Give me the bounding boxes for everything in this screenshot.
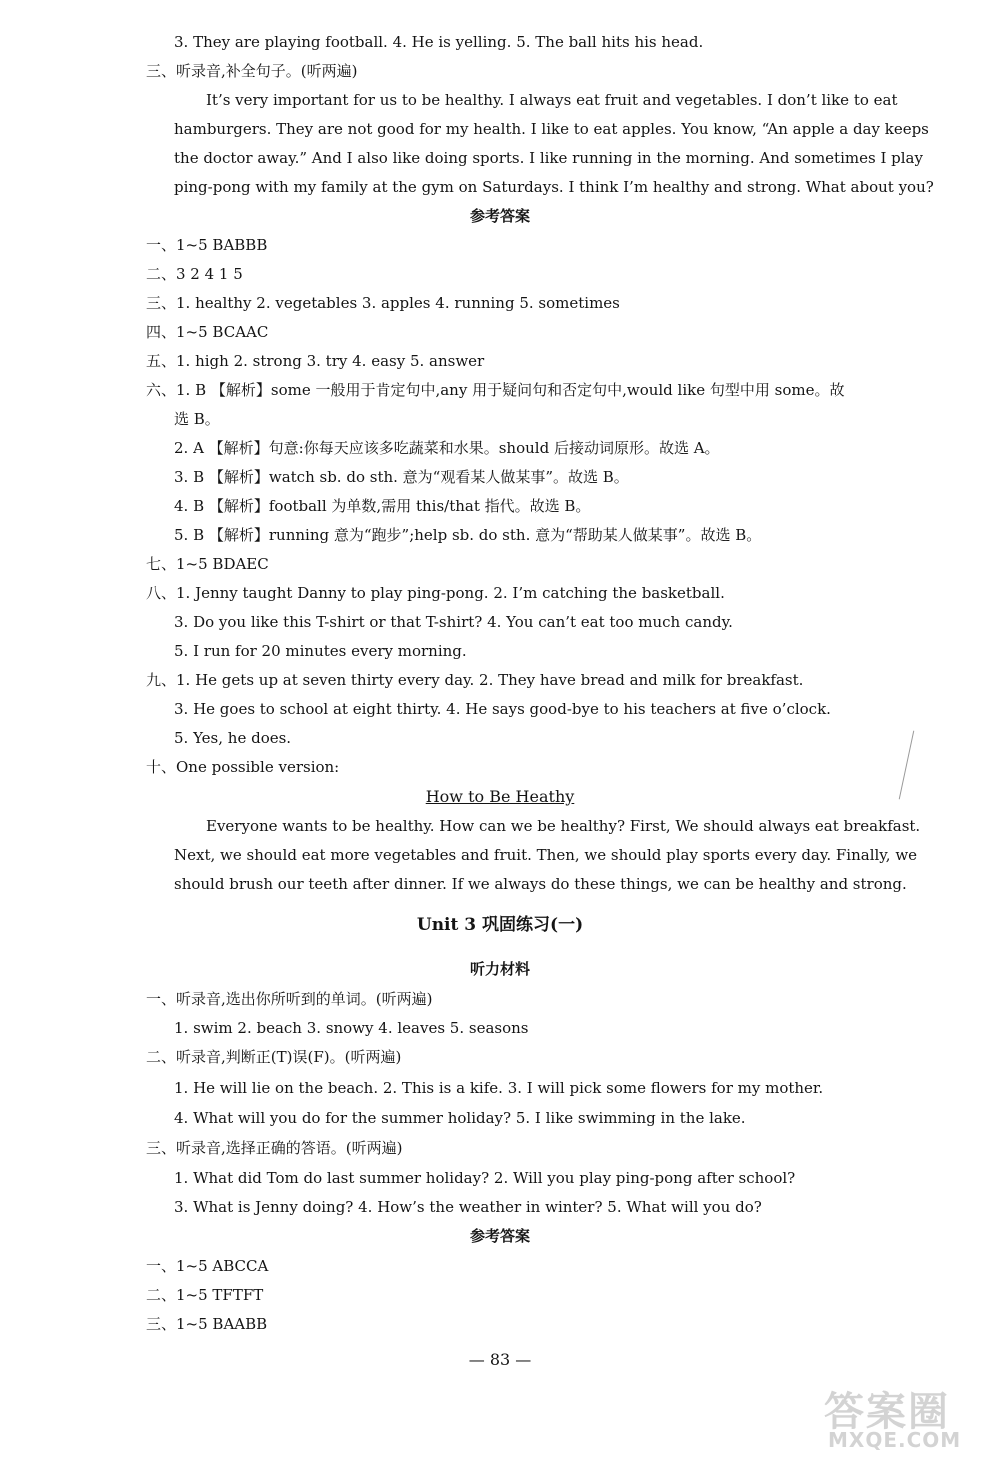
- answer-line: 5. Yes, he does.: [174, 729, 292, 747]
- answer-line: 一、1~5 BABBB: [146, 236, 268, 254]
- page-number: — 83 —: [468, 1350, 532, 1369]
- section-heading: 三、听录音,选择正确的答语。(听两遍): [146, 1139, 403, 1157]
- unit-heading: Unit 3 巩固练习(一): [416, 915, 584, 935]
- watermark-text: 答案圈: [824, 1389, 950, 1435]
- section-heading: 二、听录音,判断正(T)误(F)。(听两遍): [146, 1048, 402, 1066]
- answer-line: 4. B 【解析】football 为单数,需用 this/that 指代。故选 B。: [174, 497, 591, 515]
- answer-line: 二、3 2 4 1 5: [146, 265, 243, 283]
- listening-line: 1. He will lie on the beach. 2. This is a kife. 3. I will pick some flowers for my mother.: [174, 1079, 824, 1097]
- answer-line: 5. B 【解析】running 意为“跑步”;help sb. do sth. 意为“帮助某人做某事”。故选 B。: [174, 526, 762, 544]
- answer-line: 二、1~5 TFTFT: [146, 1286, 264, 1304]
- essay-line: should brush our teeth after dinner. If we always do these things, we can be healthy and strong.: [174, 875, 907, 893]
- essay-line: Next, we should eat more vegetables and fruit. Then, we should play sports every day. Finally, we: [174, 846, 918, 864]
- answer-line: 十、One possible version:: [146, 758, 340, 776]
- essay-title: How to Be Heathy: [425, 787, 575, 806]
- essay-line: Everyone wants to be healthy. How can we be healthy? First, We should always eat breakfast.: [206, 817, 921, 835]
- answer-line: 2. A 【解析】句意:你每天应该多吃蔬菜和水果。should 后接动词原形。故选 A。: [174, 439, 720, 457]
- answer-line: 八、1. Jenny taught Danny to play ping-pong. 2. I’m catching the basketball.: [146, 584, 725, 602]
- reference-answers-heading: 参考答案: [469, 207, 530, 225]
- listening-passage-line: the doctor away.” And I also like doing sports. I like running in the morning. And sometimes I play: [174, 149, 923, 167]
- answer-line: 六、1. B 【解析】some 一般用于肯定句中,any 用于疑问句和否定句中,would like 句型中用 some。故: [146, 381, 845, 399]
- section-heading: 一、听录音,选出你所听到的单词。(听两遍): [146, 990, 433, 1008]
- answer-line: 一、1~5 ABCCA: [146, 1257, 269, 1275]
- listening-passage-line: It’s very important for us to be healthy. I always eat fruit and vegetables. I don’t like to eat: [206, 91, 898, 109]
- answer-line: 三、1. healthy 2. vegetables 3. apples 4. running 5. sometimes: [146, 294, 620, 312]
- watermark-logo: [818, 1378, 996, 1454]
- answer-line: 四、1~5 BCAAC: [146, 323, 269, 341]
- listening-line: 1. swim 2. beach 3. snowy 4. leaves 5. seasons: [174, 1019, 529, 1037]
- section-heading: 三、听录音,补全句子。(听两遍): [146, 62, 358, 80]
- answer-line: 九、1. He gets up at seven thirty every day. 2. They have bread and milk for breakfast.: [146, 671, 804, 689]
- answer-line: 5. I run for 20 minutes every morning.: [174, 642, 467, 660]
- listening-line: 4. What will you do for the summer holiday? 5. I like swimming in the lake.: [174, 1109, 746, 1127]
- watermark-url: MXQE.COM: [828, 1428, 962, 1452]
- answer-line: 五、1. high 2. strong 3. try 4. easy 5. answer: [146, 352, 485, 370]
- listening-line: 3. What is Jenny doing? 4. How’s the weather in winter? 5. What will you do?: [174, 1198, 762, 1216]
- answer-line: 3. They are playing football. 4. He is yelling. 5. The ball hits his head.: [174, 33, 704, 51]
- answer-line: 3. He goes to school at eight thirty. 4. He says good-bye to his teachers at five o’clock.: [174, 700, 831, 718]
- listening-material-heading: 听力材料: [469, 960, 530, 978]
- listening-passage-line: ping-pong with my family at the gym on Saturdays. I think I’m healthy and strong. What about you?: [174, 178, 934, 196]
- answer-line: 选 B。: [174, 410, 220, 428]
- answer-line: 三、1~5 BAABB: [146, 1315, 268, 1333]
- answer-line: 3. Do you like this T-shirt or that T-shirt? 4. You can’t eat too much candy.: [174, 613, 733, 631]
- reference-answers-heading: 参考答案: [469, 1227, 530, 1245]
- listening-passage-line: hamburgers. They are not good for my health. I like to eat apples. You know, “An apple a day keeps: [174, 120, 929, 138]
- answer-line: 七、1~5 BDAEC: [146, 555, 269, 573]
- listening-line: 1. What did Tom do last summer holiday? 2. Will you play ping-pong after school?: [174, 1169, 796, 1187]
- answer-line: 3. B 【解析】watch sb. do sth. 意为“观看某人做某事”。故选 B。: [174, 468, 629, 486]
